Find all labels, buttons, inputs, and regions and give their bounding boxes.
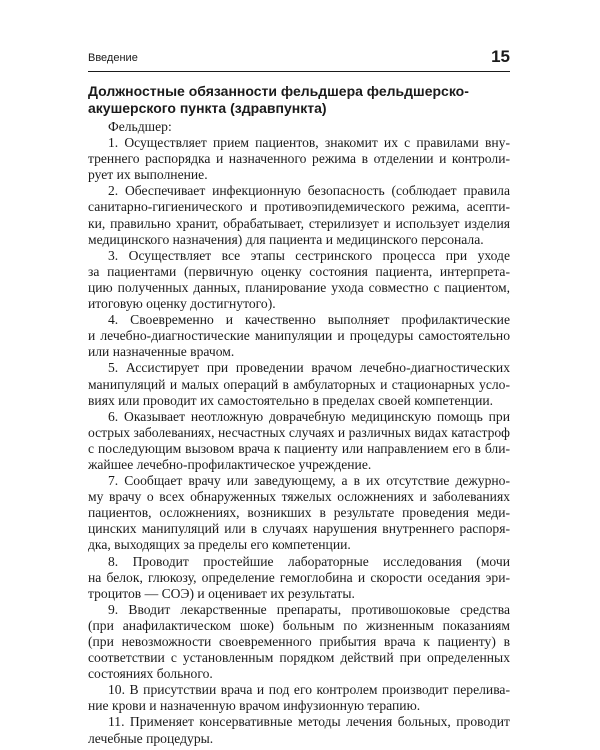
duty-line: манипуляций и малых операций в амбулаторных и стационарных усло- (88, 376, 510, 392)
duty-line: 11. Применяет консервативные методы лечения больных, проводит (108, 714, 510, 730)
duty-line: состояниях больного. (88, 666, 213, 682)
duty-item (88, 248, 510, 312)
duty-line: троцитов — СОЭ) и оценивает их результаты. (88, 585, 355, 601)
duty-line: с последующим вызовом врача к пациенту или направлением его в бли- (88, 440, 510, 456)
duty-line: 3. Осуществляет все этапы сестринского процесса при уходе (108, 247, 510, 263)
duty-line: на белок, глюкозу, определение гемоглобина и скорости оседания эри- (88, 569, 510, 585)
body-text (88, 119, 510, 747)
duty-line: или назначенные врачом. (88, 344, 235, 360)
role-label: Фельдшер: (108, 119, 172, 134)
duty-line: 5. Ассистирует при проведении врачом лечебно-диагностических (108, 360, 510, 376)
duty-line: (при анафилактическом шоке) больным по жизненным показаниям (88, 617, 510, 633)
section-name: Введение (88, 52, 138, 64)
duty-line: 9. Вводит лекарственные препараты, противошоковые средства (108, 601, 510, 617)
duty-line: медицинского назначения) для пациента и медицинского персонала. (88, 231, 484, 247)
duty-line: 10. В присутствии врача и под его контролем производит перелива- (108, 682, 510, 698)
duty-item (88, 409, 510, 473)
duty-line: за пациентами (первичную оценку состояния пациента, интерпрета- (88, 263, 510, 279)
page-number: 15 (491, 47, 510, 66)
duty-line: санитарно-гигиенического и противоэпидемического режима, асепти- (88, 199, 510, 215)
duty-item (88, 312, 510, 360)
duty-line: виях или проводит их самостоятельно в пределах своей компетенции. (88, 392, 494, 408)
duty-item (88, 183, 510, 247)
duty-line: соответствии с установленным порядком действий при определенных (88, 650, 510, 666)
running-head (88, 47, 510, 70)
duty-line: ки, правильно хранит, обрабатывает, стерилизует и использует изделия (88, 215, 510, 231)
duty-line: цию полученных данных, планирование ухода совместно с пациентом, (88, 279, 510, 295)
duty-line: 8. Проводит простейшие лабораторные исследования (мочи (108, 553, 510, 569)
duty-line: цинских манипуляций или в случаях нарушения внутреннего распоря- (88, 521, 510, 537)
duty-line: и лечебно-диагностические манипуляции и процедуры самостоятельно (88, 328, 510, 344)
duty-line: лечебные процедуры. (88, 730, 214, 746)
duty-line: жайшее лечебно-профилактическое учреждение. (88, 456, 372, 472)
duty-line: 4. Своевременно и качественно выполняет профилактические (108, 312, 510, 328)
duty-line: (при невозможности своевременного прибытия врача к пациенту) в (88, 634, 510, 649)
heading-line-1: Должностные обязанности фельдшера фельдшерско- (88, 83, 469, 99)
duty-item (88, 714, 510, 746)
duty-item (88, 473, 510, 553)
duty-item (88, 602, 510, 682)
duty-line: ние крови и назначенную врачом инфузионную терапию. (88, 698, 421, 714)
duty-line: 1. Осуществляет прием пациентов, знакомит их с правилами вну- (108, 135, 510, 151)
header-rule (88, 71, 510, 72)
duty-line: 6. Оказывает неотложную доврачебную медицинскую помощь при (108, 408, 510, 424)
duty-line: пациентов, осложнениях, возникших в результате проведения меди- (88, 505, 510, 521)
duty-line: дка, выходящих за пределы его компетенции. (88, 537, 351, 553)
duty-item (88, 682, 510, 714)
duty-line: 2. Обеспечивает инфекционную безопасность (соблюдает правила (108, 183, 510, 199)
duty-item (88, 135, 510, 183)
duty-line: рует их выполнение. (88, 167, 208, 183)
duty-item (88, 360, 510, 408)
duty-line: итоговую оценку достигнутого). (88, 296, 276, 312)
duty-line: треннего распорядка и назначенного режима в отделении и контроли- (88, 151, 510, 167)
duty-item (88, 554, 510, 602)
duty-line: острых заболеваниях, несчастных случаях и различных видах катастроф (88, 424, 510, 440)
duty-line: му врачу о всех обнаруженных тяжелых осложнениях и заболеваниях (88, 489, 510, 505)
duty-line: 7. Сообщает врачу или заведующему, а в их отсутствие дежурно- (108, 473, 510, 489)
section-heading (88, 83, 510, 117)
heading-line-2: акушерского пункта (здравпункта) (88, 100, 327, 116)
duties-list (88, 135, 510, 747)
